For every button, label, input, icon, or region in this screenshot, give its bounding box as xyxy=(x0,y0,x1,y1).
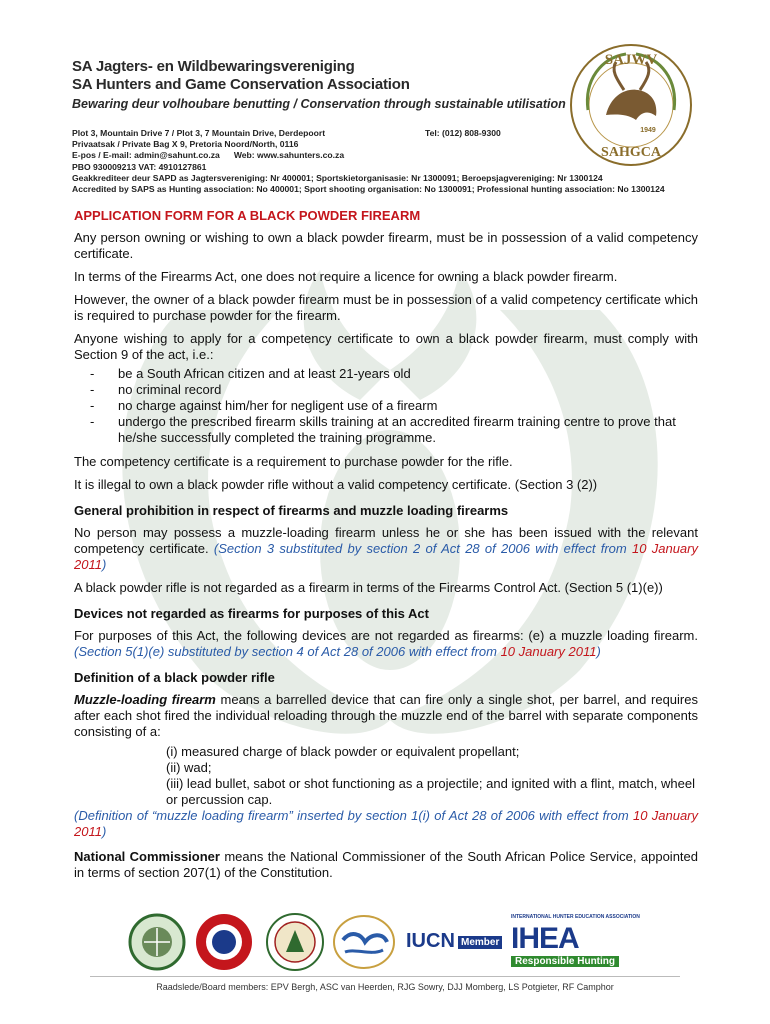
pbo-vat-line: PBO 930009213 VAT: 4910127861 xyxy=(72,161,207,172)
definition-reference: (Definition of “muzzle loading firearm” inserted by section 1(i) of Act 28 of 2006 with effect from 10 January 2011) xyxy=(74,808,698,839)
heading-general-prohibition: General prohibition in respect of firearms and muzzle loading firearms xyxy=(74,503,509,518)
list-item: (ii) wad; xyxy=(166,760,212,775)
iucn-logo-text: IUCN xyxy=(406,930,455,952)
prohibition-text: No person may possess a muzzle-loading firearm unless he or she has been issued with the relevant competency certificate. xyxy=(74,525,698,556)
paragraph-powder: The competency certificate is a requirement to purchase powder for the rifle. xyxy=(74,454,513,469)
nc-term: National Commissioner xyxy=(74,849,220,864)
board-members: Raadslede/Board members: EPV Bergh, ASC van Heerden, RJG Sowry, DJJ Momberg, LS Potgieter, RF Camphor xyxy=(156,982,614,992)
footer-divider xyxy=(90,976,680,977)
heading-definition: Definition of a black powder rifle xyxy=(74,670,275,685)
organisation-header xyxy=(72,58,566,111)
org-motto: Bewaring deur volhoubare benutting / Conservation through sustainable utilisation xyxy=(72,97,566,111)
org-name-english: SA Hunters and Game Conservation Association xyxy=(72,76,410,93)
prohibition-reference: (Section 3 substituted by section 2 of Act 28 of 2006 with effect from 10 January 2011) xyxy=(74,541,698,572)
reference-date: 10 January 2011 xyxy=(500,644,597,659)
definition-components xyxy=(166,744,698,808)
paragraph-owner: However, the owner of a black powder firearm must be in possession of a valid competency certificate which is required to purchase powder for the firearm. xyxy=(74,292,698,323)
list-item: (iii) lead bullet, sabot or shot functioning as a projectile; and ignited with a flint, match, wheel or percussion cap. xyxy=(166,776,695,807)
email-text: E-pos / E-mail: admin@sahunt.co.za xyxy=(72,150,220,161)
heading-devices: Devices not regarded as firearms for purposes of this Act xyxy=(74,606,429,621)
definition-term: Muzzle-loading firearm xyxy=(74,692,216,707)
list-item: (i) measured charge of black powder or equivalent propellant; xyxy=(166,744,520,759)
reference-text: (Section 5(1)(e) substituted by section 4 of Act 28 of 2006 with effect from xyxy=(74,644,501,659)
list-item: - be a South African citizen and at least 21-years old xyxy=(90,366,698,382)
accreditation-english: Accredited by SAPS as Hunting association: No 400001; Sport shooting organisation: No 1300091; Professional hunting association: No 1300124 xyxy=(72,184,665,195)
telephone-number: Tel: (012) 808-9300 xyxy=(425,128,501,138)
form-body xyxy=(74,208,698,888)
logo-year-text: 1949 xyxy=(640,127,656,134)
paragraph-definition xyxy=(74,692,698,740)
org-name-afrikaans: SA Jagters- en Wildbewaringsvereniging xyxy=(72,58,355,75)
ihea-tagline: Responsible Hunting xyxy=(511,956,619,967)
address-line-2: Privaatsak / Private Bag X 9, Pretoria Noord/North, 0116 xyxy=(72,139,299,150)
devices-reference: (Section 5(1)(e) substituted by section 4 of Act 28 of 2006 with effect from 10 January 2011) xyxy=(74,644,601,659)
accreditation-afrikaans: Geakkrediteer deur SAPD as Jagtersvereniging: Nr 400001; Sportskietorganisasie: Nr 1300091; Beroepsjagvereniging: Nr 1300124 xyxy=(72,172,603,183)
ihea-full-name: INTERNATIONAL HUNTER EDUCATION ASSOCIATION xyxy=(511,914,640,920)
shooting-association-logo xyxy=(264,912,326,972)
paragraph-competency: Any person owning or wishing to own a black powder firearm, must be in possession of a valid competency certificate. xyxy=(74,230,698,261)
logo-top-text: SAJWV xyxy=(604,52,658,68)
nc-text: means the National Commissioner of the South African Police Service, appointed in terms of section 207(1) of the Constitution. xyxy=(74,849,698,880)
address-line-1: Plot 3, Mountain Drive 7 / Plot 3, 7 Mountain Drive, Derdepoort xyxy=(72,128,326,138)
paragraph-devices xyxy=(74,628,698,660)
paragraph-not-firearm: A black powder rifle is not regarded as a firearm in terms of the Firearms Control Act. (Section 5 (1)(e)) xyxy=(74,580,663,595)
website-text: Web: www.sahunters.co.za xyxy=(233,150,345,161)
reference-date: 10 January 2011 xyxy=(74,541,698,572)
sajwv-sahgca-logo xyxy=(566,40,696,170)
logo-bottom-text: SAHGCA xyxy=(601,145,661,160)
paragraph-licence: In terms of the Firearms Act, one does not require a licence for owning a black powder firearm. xyxy=(74,269,618,284)
paragraph-illegal: It is illegal to own a black powder rifle without a valid competency certificate. (Section 3 (2)) xyxy=(74,477,598,492)
requirements-list xyxy=(90,366,698,446)
devices-text: For purposes of this Act, the following devices are not regarded as firearms: (e) a muzzle loading firearm. xyxy=(74,628,698,643)
list-item: - undergo the prescribed firearm skills training at an accredited firearm training centre to prove that he/she successfully completed the training programme. xyxy=(90,414,698,446)
national-rifle-association-logo xyxy=(194,912,254,972)
definition-text: means a barrelled device that can fire only a single shot, per barrel, and requires after each shot fired the individual reloading through the muzzle end of the barrel with separate components consisting of a: xyxy=(74,692,698,739)
list-item: - no criminal record xyxy=(90,382,698,398)
list-item: - no charge against him/her for negligent use of a firearm xyxy=(90,398,698,414)
form-title: APPLICATION FORM FOR A BLACK POWDER FIREARM xyxy=(74,208,421,223)
reference-text: (Definition of “muzzle loading firearm” inserted by section 1(i) of Act 28 of 2006 with effect from xyxy=(74,808,633,823)
paragraph-national-commissioner xyxy=(74,849,698,881)
iucn-member-badge: Member xyxy=(458,936,502,949)
paragraph-prohibition xyxy=(74,525,698,573)
ihea-logo-text: IHEA xyxy=(511,922,579,955)
paragraph-apply: Anyone wishing to apply for a competency certificate to own a black powder firearm, must comply with Section 9 of the act, i.e.: xyxy=(74,331,698,362)
affiliation-logos xyxy=(126,912,646,972)
cic-globe-logo xyxy=(331,912,397,970)
reference-text: (Section 3 substituted by section 2 of Act 28 of 2006 with effect from xyxy=(213,541,632,556)
globe-emblem-logo xyxy=(126,912,188,972)
reference-date: 10 January 2011 xyxy=(74,808,698,839)
